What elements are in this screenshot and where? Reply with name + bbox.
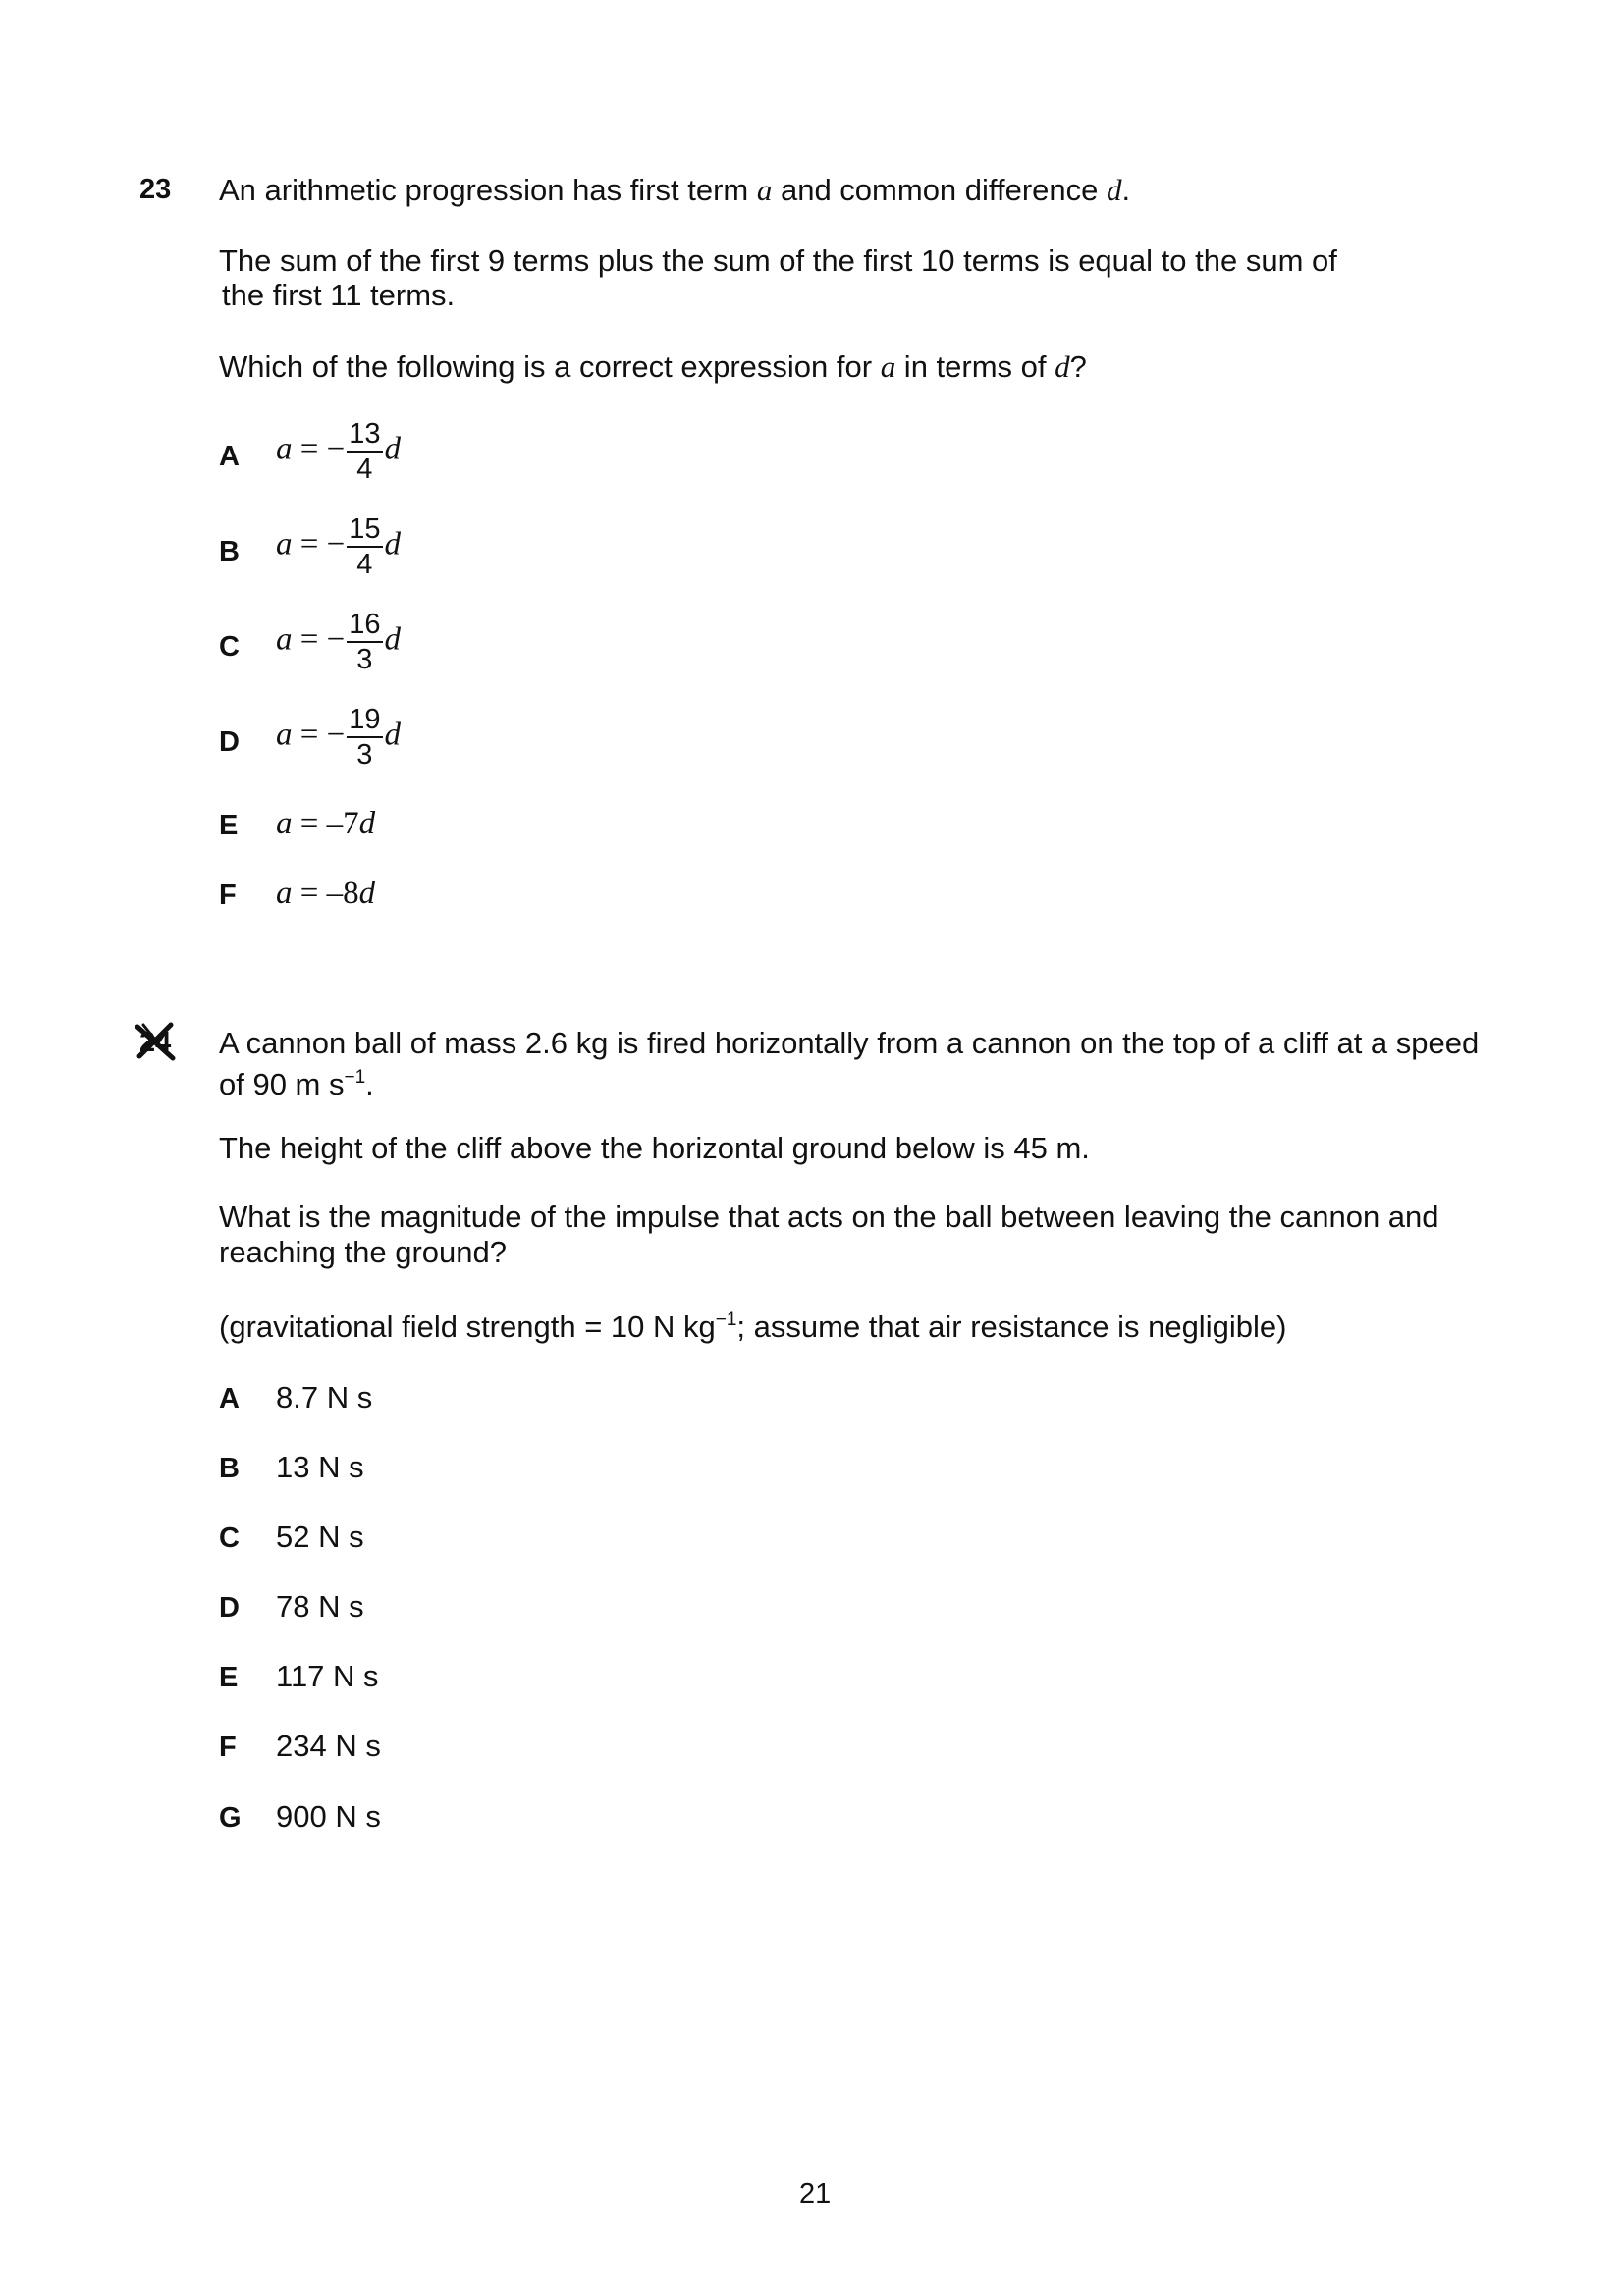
option-value: 900 N s xyxy=(276,1799,381,1834)
question-stem-line: A cannon ball of mass 2.6 kg is fired horizontally from a cannon on the top of a cliff at a speed xyxy=(219,1026,1480,1060)
option-expression xyxy=(276,876,375,912)
prompt-text: Which of the following is a correct expression for xyxy=(219,349,881,384)
question-stem-line xyxy=(219,1060,374,1102)
option-expression xyxy=(276,610,401,674)
expr-lhs: a xyxy=(276,621,293,658)
stem-text: . xyxy=(365,1067,374,1101)
handwritten-cross-mark xyxy=(134,1021,181,1062)
expr-variable: d xyxy=(384,526,401,562)
variable-a: a xyxy=(756,173,773,207)
note-text: (gravitational field strength = 10 N kg xyxy=(219,1309,716,1344)
question-prompt: What is the magnitude of the impulse that acts on the ball between leaving the cannon and xyxy=(219,1200,1439,1234)
option-expression xyxy=(276,419,401,484)
option-letter: G xyxy=(219,1802,242,1834)
expr-relation: = – xyxy=(292,806,344,841)
option-value: 234 N s xyxy=(276,1729,381,1763)
option-letter: B xyxy=(219,536,240,567)
expr-variable: d xyxy=(384,431,401,467)
expr-relation: = − xyxy=(292,526,346,562)
option-letter: A xyxy=(219,1383,240,1415)
option-expression xyxy=(276,514,401,579)
variable-d: d xyxy=(1055,349,1070,384)
question-paragraph-line: The height of the cliff above the horizontal ground below is 45 m. xyxy=(219,1131,1090,1165)
question-prompt: reaching the ground? xyxy=(219,1235,508,1269)
option-letter: A xyxy=(219,441,240,472)
expr-variable: d xyxy=(358,876,376,911)
stem-text: . xyxy=(1121,173,1131,207)
stem-text: and common difference xyxy=(772,173,1107,207)
expr-lhs: a xyxy=(276,526,293,562)
expr-lhs: a xyxy=(276,876,293,911)
fraction xyxy=(347,419,382,484)
fraction-denominator: 4 xyxy=(356,549,373,580)
stem-text: An arithmetic progression has first term xyxy=(219,173,757,207)
fraction-numerator: 19 xyxy=(347,705,382,738)
option-letter: F xyxy=(219,880,237,911)
fraction-numerator: 16 xyxy=(347,610,382,643)
prompt-text: ? xyxy=(1069,349,1087,384)
option-value: 78 N s xyxy=(276,1589,364,1624)
fraction-numerator: 15 xyxy=(347,514,382,548)
question-note xyxy=(219,1303,1286,1345)
expr-relation: = – xyxy=(292,876,344,911)
expr-lhs: a xyxy=(276,717,293,753)
variable-d: d xyxy=(1106,173,1122,207)
page-number: 21 xyxy=(799,2178,832,2210)
expr-lhs: a xyxy=(276,431,293,467)
unit-exponent: −1 xyxy=(344,1067,366,1088)
unit-exponent: −1 xyxy=(715,1309,737,1330)
option-value: 8.7 N s xyxy=(276,1380,373,1415)
fraction xyxy=(347,610,382,674)
option-letter: D xyxy=(219,1592,240,1624)
option-expression xyxy=(276,806,375,842)
expr-coefficient: 8 xyxy=(343,876,359,911)
option-letter: B xyxy=(219,1453,240,1484)
expr-variable: d xyxy=(384,621,401,658)
expr-variable: d xyxy=(358,806,376,841)
fraction xyxy=(347,514,382,579)
expr-relation: = − xyxy=(292,431,346,467)
option-value: 52 N s xyxy=(276,1520,364,1554)
option-letter: D xyxy=(219,726,240,758)
fraction-denominator: 4 xyxy=(356,454,373,485)
expr-relation: = − xyxy=(292,621,346,658)
question-prompt xyxy=(219,349,1087,385)
option-letter: C xyxy=(219,1522,240,1554)
expr-coefficient: 7 xyxy=(343,806,359,841)
option-value: 13 N s xyxy=(276,1450,364,1484)
fraction-denominator: 3 xyxy=(356,644,373,675)
note-text: ; assume that air resistance is negligible) xyxy=(736,1309,1287,1344)
option-expression xyxy=(276,705,401,770)
prompt-text: in terms of xyxy=(895,349,1055,384)
expr-lhs: a xyxy=(276,806,293,841)
fraction-numerator: 13 xyxy=(347,419,382,453)
option-value: 117 N s xyxy=(276,1659,379,1693)
question-stem-line xyxy=(219,173,1130,208)
question-number: 23 xyxy=(139,174,172,205)
option-letter: F xyxy=(219,1732,237,1763)
question-paragraph-line: The sum of the first 9 terms plus the sum of the first 10 terms is equal to the sum of xyxy=(219,243,1337,278)
option-letter: C xyxy=(219,631,240,663)
question-paragraph-line: the first 11 terms. xyxy=(222,278,456,312)
option-letter: E xyxy=(219,810,239,841)
expr-relation: = − xyxy=(292,717,346,753)
option-letter: E xyxy=(219,1662,239,1693)
question-number: 24 xyxy=(139,1027,172,1058)
fraction xyxy=(347,705,382,770)
stem-text: of 90 m s xyxy=(219,1067,345,1101)
variable-a: a xyxy=(880,349,896,384)
expr-variable: d xyxy=(384,717,401,753)
fraction-denominator: 3 xyxy=(356,739,373,771)
